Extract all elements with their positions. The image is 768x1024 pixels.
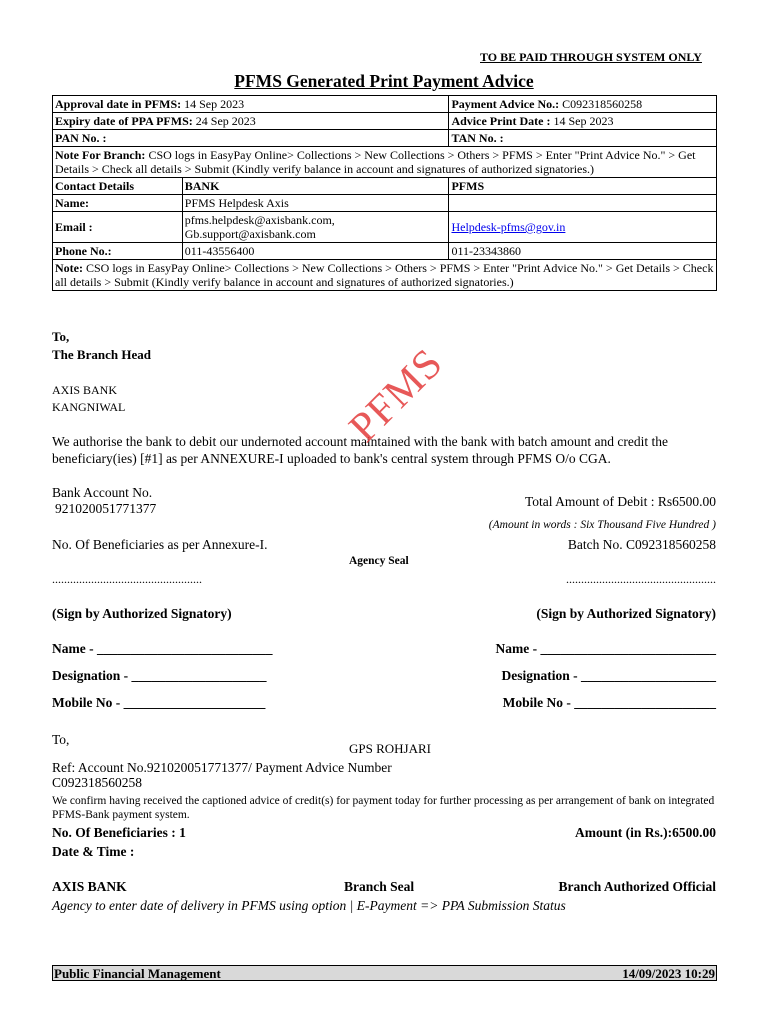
pfms-watermark: PFMS [340,339,453,452]
school-name: GPS ROHJARI [349,741,431,756]
note-label: Note: [55,261,83,275]
mobile-line-left: Mobile No - _____________________ [52,695,266,710]
batch-number: Batch No. C092318560258 [567,537,716,552]
contact-details-header: Contact Details [53,178,183,195]
pan-label: PAN No. : [53,130,449,147]
print-date-label: Advice Print Date : [451,114,551,128]
bank-name: AXIS BANK [52,383,118,397]
table-row [53,113,717,130]
footer-timestamp: 14/09/2023 10:29 [622,966,715,981]
footer-left-text: Public Financial Management [54,966,221,981]
table-row [53,212,717,243]
footer-bar [52,965,717,981]
tan-label: TAN No. : [449,130,717,147]
advice-details-table [52,95,717,291]
pfms-phone: 011-23343860 [449,243,717,260]
advice-number-value: C092318560258 [559,97,643,111]
ack-to: To, [52,732,70,747]
designation-line-right: Designation - ____________________ [501,668,716,683]
account-label: Bank Account No. [52,485,153,500]
table-row [53,178,717,195]
approval-date-value: 14 Sep 2023 [181,97,245,111]
print-date-value: 14 Sep 2023 [550,114,614,128]
table-row [53,147,717,178]
bank-email-support: Gb.support@axisbank.com [184,227,316,241]
approval-date-label: Approval date in PFMS: [55,97,182,111]
branch-head: The Branch Head [52,347,151,362]
system-payment-notice: TO BE PAID THROUGH SYSTEM ONLY [480,50,702,64]
table-row [53,260,717,291]
reference-text: Ref: Account No.921020051771377/ Payment Advice Number C092318560258 [52,760,392,790]
table-row [53,96,717,113]
branch-seal-label: Branch Seal [344,879,415,894]
sign-left-label: (Sign by Authorized Signatory) [52,606,232,621]
total-debit: Total Amount of Debit : Rs6500.00 [524,494,716,509]
name-line-right: Name - __________________________ [495,641,716,656]
branch-note-label: Note For Branch: [55,148,146,162]
expiry-date-cell [53,113,449,130]
confirmation-text: We confirm having received the captioned advice of credit(s) for payment today for further processing as per arrangement of bank on integrated PFMS-Bank payment system. [52,795,715,821]
advice-number-label: Payment Advice No.: [451,97,560,111]
bank-column-header: BANK [182,178,449,195]
expiry-date-value: 24 Sep 2023 [192,114,256,128]
print-date-cell [449,113,717,130]
authorisation-text: We authorise the bank to debit our undernoted account maintained with the bank with batch amount and credit the beneficiary(ies) [#1] as per ANNEXURE-I uploaded to bank's central system through PFMS O/o CGA. [52,434,668,466]
mobile-line-right: Mobile No - _____________________ [502,695,716,710]
advice-number-cell [449,96,717,113]
designation-line-left: Designation - ____________________ [52,668,267,683]
name-line-left: Name - __________________________ [52,641,273,656]
bank-email-primary: pfms.helpdesk@axisbank.com, [184,213,335,227]
pfms-email-link[interactable]: Helpdesk-pfms@gov.in [451,220,566,234]
agency-seal-label: Agency Seal [349,555,409,567]
table-row [53,243,717,260]
ack-bank-name: AXIS BANK [52,879,127,894]
name-label: Name: [53,195,183,212]
account-number: 921020051771377 [55,501,157,516]
pfms-email-cell [449,212,717,243]
beneficiaries-count-text: No. Of Beneficiaries as per Annexure-I. [52,537,268,552]
branch-official-label: Branch Authorized Official [558,879,716,894]
email-label: Email : [53,212,183,243]
note-cell [53,260,717,291]
approval-date-cell [53,96,449,113]
note-text: CSO logs in EasyPay Online> Collections > New Collections > Others > PFMS > Enter "Print Advice No." > Get Details > Check all details > Submit (Kindly verify balance in account and signatures of authorized signatories.) [55,261,714,289]
signature-dots-left: .................................................. [52,572,202,586]
pfms-column-header: PFMS [449,178,717,195]
bank-email-cell [182,212,449,243]
pfms-contact-name [449,195,717,212]
bank-contact-name: PFMS Helpdesk Axis [182,195,449,212]
branch-name: KANGNIWAL [52,400,126,414]
letter-to: To, [52,329,70,344]
ack-beneficiaries: No. Of Beneficiaries : 1 [52,825,186,840]
agency-delivery-note: Agency to enter date of delivery in PFMS using option | E-Payment => PPA Submission Status [52,898,566,913]
amount-in-words: (Amount in words : Six Thousand Five Hundred ) [488,519,716,531]
phone-label: Phone No.: [53,243,183,260]
table-row [53,130,717,147]
bank-phone: 011-43556400 [182,243,449,260]
sign-right-label: (Sign by Authorized Signatory) [536,606,716,621]
date-time-label: Date & Time : [52,844,135,859]
table-row [53,195,717,212]
expiry-date-label: Expiry date of PPA PFMS: [55,114,193,128]
signature-dots-right: .................................................. [566,572,716,586]
ack-amount: Amount (in Rs.):6500.00 [574,825,716,840]
page-title: PFMS Generated Print Payment Advice [234,71,534,91]
branch-note-cell [53,147,717,178]
branch-note-text: CSO logs in EasyPay Online> Collections > New Collections > Others > PFMS > Enter "Print Advice No." > Get Details > Check all details > Submit (Kindly verify balance in account and signatures of authorized signatories.) [55,148,696,176]
